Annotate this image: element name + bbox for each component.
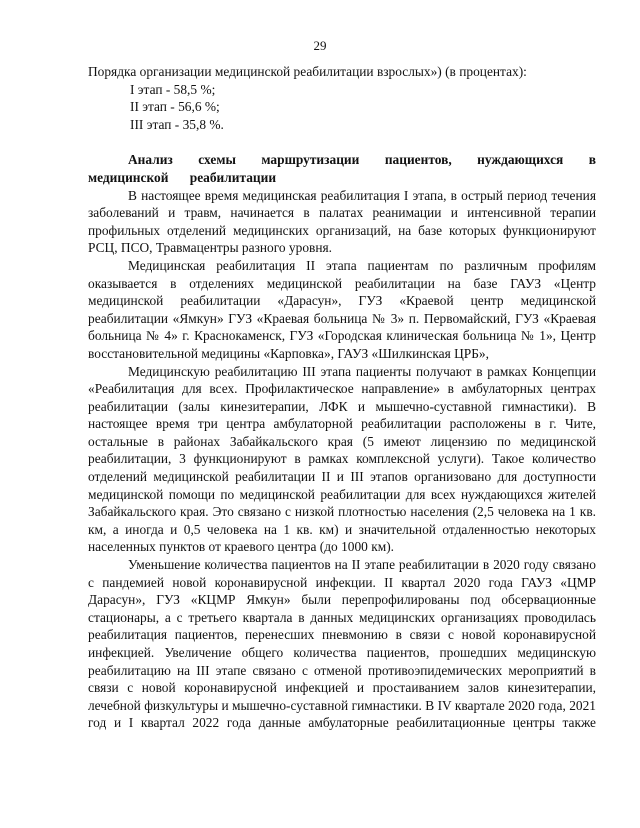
page-number: 29 (313, 38, 327, 53)
paragraph-stage-1: В настоящее время медицинская реабилитация I этапа, в острый период течения заболеваний и травм, начинается в палатах реанимации и интенсивной терапии профильных отделений медицинских организаций, на базе которых функционируют РСЦ, ПСО, Травмацентры разного уровня. (88, 187, 596, 256)
page-content (88, 63, 596, 732)
section-heading-text: Анализ схемы маршрутизации пациентов, нуждающихся в медицинской реабилитации (88, 152, 596, 185)
paragraph-patient-decrease: Уменьшение количества пациентов на II этапе реабилитации в 2020 году связано с пандемией новой коронавирусной инфекции. II квартал 2020 года ГАУЗ «ЦМР Дарасун», ГУЗ «КЦМР Ямкун» были перепрофилированы под обсервационные стационары, а с третьего квартала в данных медицинских организациях проводилась реабилитация пациентов, перенесших пневмонию в связи с новой коронавирусной инфекцией. Увеличение общего количества пациентов, прошедших медицинскую реабилитацию на III этапе связано с отменой противоэпидемических мероприятий в связи с новой коронавирусной инфекцией и простаиванием залов кинезитерапии, лечебной физкультуры и мышечно-суставной гимнастики. В IV квартале 2020 года, 2021 год и I квартал 2022 года данные амбулаторные реабилитационные центры также (88, 557, 596, 731)
intro-line: Порядка организации медицинской реабилитации взрослых») (в процентах): (88, 64, 527, 79)
paragraph-stage-3: Медицинскую реабилитацию III этапа пациенты получают в рамках Концепции «Реабилитация для всех. Профилактическое направление» в амбулаторных центрах реабилитации (залы кинезитерапии, ЛФК и мышечно-суставной гимнастики). В настоящее время три центра амбулаторной реабилитации расположены в г. Чите, остальные в районах Забайкальского края (5 имеют лицензию по медицинской реабилитации, 3 функционируют в рамках комплексной услуги). Такое количество отделений медицинской реабилитации II и III этапов организовано для доступности медицинской помощи по медицинской реабилитации для всех нуждающихся жителей Забайкальского края. Это связано с низкой плотностью населения (2,5 человека на 1 кв. км, а иногда и 0,5 человека на 1 кв. км) и значительной отдаленностью некоторых населенных пунктов от краевого центра (до 1000 км). (88, 363, 596, 555)
stage-2-item: II этап - 56,6 %; (130, 99, 220, 115)
paragraph-stage-2: Медицинская реабилитация II этапа пациентам по различным профилям оказывается в отделениях медицинской реабилитации на базе ГАУЗ «Центр медицинской реабилитации «Дарасун», ГУЗ «Краевой центр медицинской реабилитации «Ямкун» ГУЗ «Краевая больница № 3» п. Первомайский, ГУЗ «Краевая больница № 4» г. Краснокаменск, ГУЗ «Городская клиническая больница № 1», Центр восстановительной медицины «Карповка», ГАУЗ «Шилкинская ЦРБ», (88, 257, 596, 361)
stage-1-item: I этап - 58,5 %; (130, 81, 216, 97)
stage-percentages-list (88, 81, 596, 134)
section-heading (88, 151, 596, 186)
stage-3-item: III этап - 35,8 %. (130, 116, 224, 132)
